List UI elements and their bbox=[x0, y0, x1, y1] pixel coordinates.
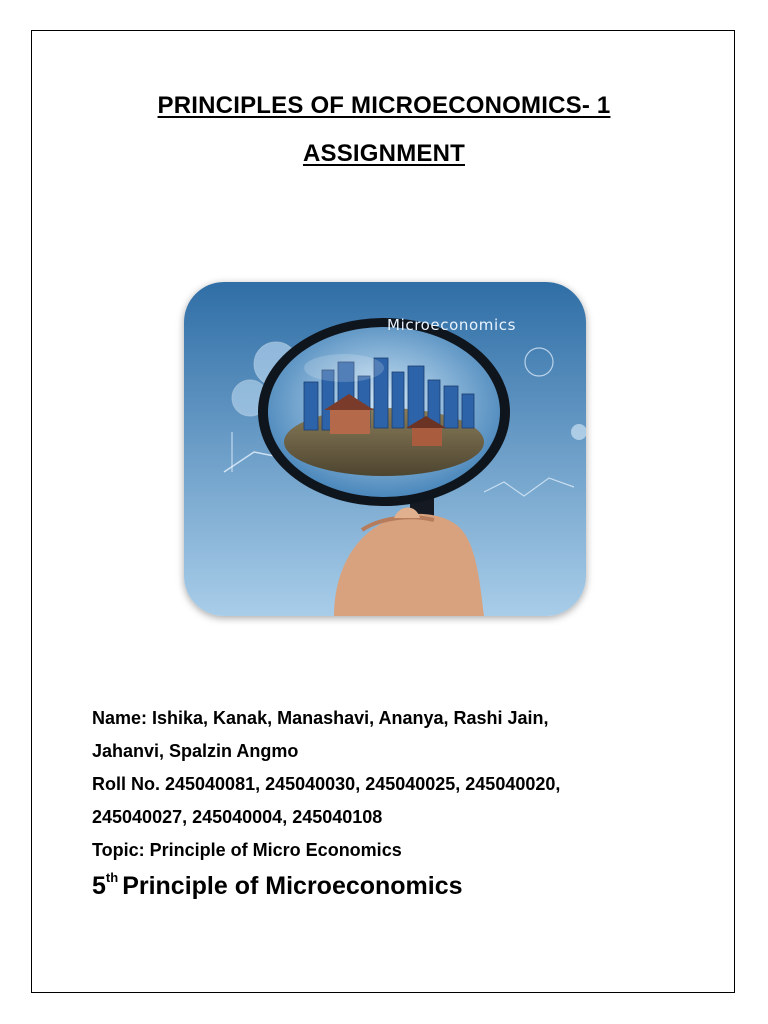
names-line-2: Jahanvi, Spalzin Angmo bbox=[92, 741, 299, 761]
names-line-1: Name: Ishika, Kanak, Manashavi, Ananya, Rashi Jain, bbox=[92, 708, 549, 728]
document-title-line-2: ASSIGNMENT bbox=[302, 140, 465, 167]
document-title-line-1: PRINCIPLES OF MICROECONOMICS- 1 bbox=[157, 92, 611, 119]
cover-illustration bbox=[184, 282, 586, 616]
roll-numbers-line-1: Roll No. 245040081, 245040030, 245040025, 245040020, bbox=[92, 774, 561, 794]
principle-number: 5 bbox=[92, 872, 106, 900]
roll-numbers-line-2: 245040027, 245040004, 245040108 bbox=[92, 807, 383, 827]
principle-ordinal-suffix: th bbox=[105, 870, 119, 885]
cover-image-label: Microeconomics bbox=[387, 316, 516, 334]
principle-heading bbox=[92, 870, 463, 901]
topic-line: Topic: Principle of Micro Economics bbox=[92, 840, 402, 860]
principle-text: Principle of Microeconomics bbox=[122, 872, 463, 900]
